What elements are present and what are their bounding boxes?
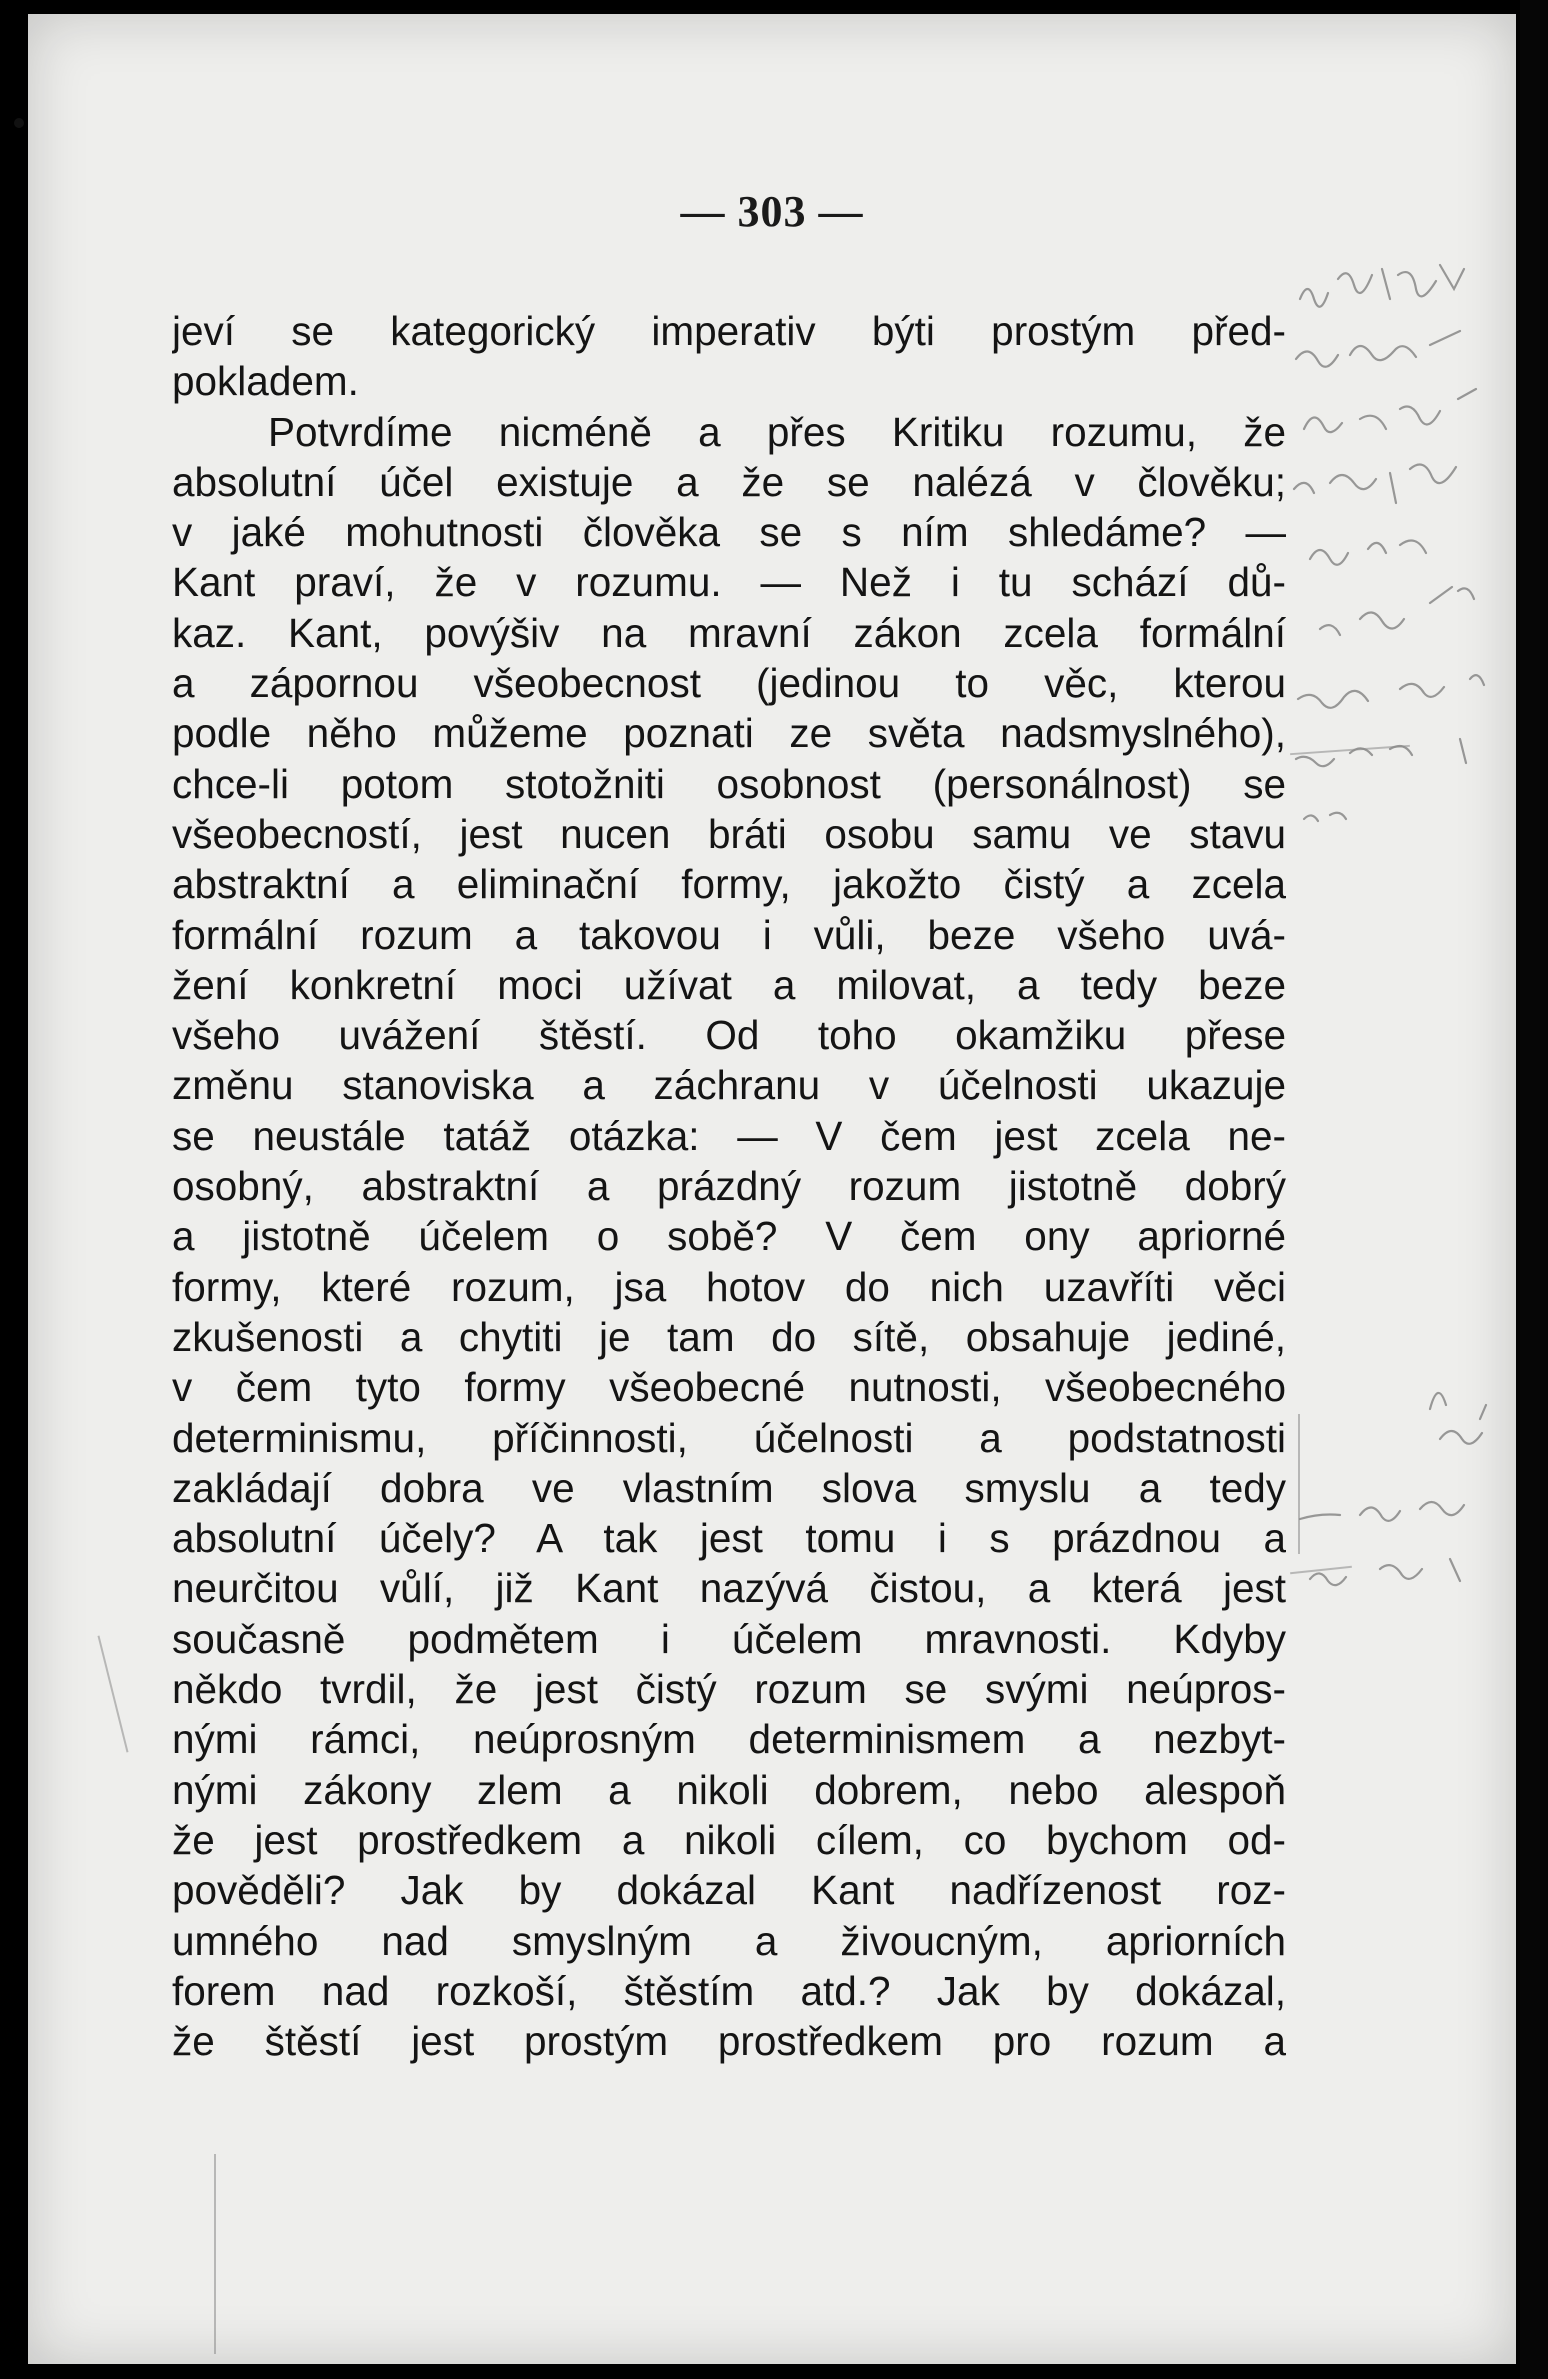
text-line: se neustále tatáž otázka: — V čem jest zcela ne- [172, 1112, 1286, 1159]
text-line: pověděli? Jak by dokázal Kant nadřízenost roz- [172, 1867, 1286, 1914]
text-line: kaz. Kant, povýšiv na mravní zákon zcela formální [172, 609, 1286, 656]
text-line: Potvrdíme nicméně a přes Kritiku rozumu, že [268, 408, 1286, 455]
text-line: neurčitou vůlí, již Kant nazývá čistou, a která jest [172, 1565, 1286, 1612]
text-line: absolutní účel existuje a že se nalézá v člověku; [172, 458, 1286, 505]
text-line: žení konkretní moci užívat a milovat, a tedy beze [172, 961, 1286, 1008]
text-line: a zápornou všeobecnost (jedinou to věc, kterou [172, 660, 1286, 707]
text-line: podle něho můžeme poznati ze světa nadsmyslného), [172, 710, 1286, 757]
text-line: že štěstí jest prostým prostředkem pro rozum a [172, 2018, 1286, 2065]
text-line: v jaké mohutnosti člověka se s ním shledáme? — [172, 509, 1286, 556]
text-line: nými zákony zlem a nikoli dobrem, nebo alespoň [172, 1766, 1286, 1813]
text-line: Kant praví, že v rozumu. — Než i tu schází dů- [172, 559, 1286, 606]
margin-pencil-stroke [214, 2154, 216, 2354]
text-line: osobný, abstraktní a prázdný rozum jistotně dobrý [172, 1163, 1286, 1210]
text-line: formální rozum a takovou i vůli, beze všeho uvá- [172, 911, 1286, 958]
text-line: a jistotně účelem o sobě? V čem ony apriorné [172, 1213, 1286, 1260]
text-line: jeví se kategorický imperativ býti prostým před- [172, 308, 1286, 354]
text-line: někdo tvrdil, že jest čistý rozum se svými neúpros- [172, 1666, 1286, 1713]
left-border [0, 0, 6, 2379]
text-line: zkušenosti a chytiti je tam do sítě, obsahuje jediné, [172, 1313, 1286, 1360]
book-page [28, 14, 1516, 2364]
body-text [172, 306, 1286, 2066]
margin-pencil-stroke [1298, 1414, 1300, 1554]
text-line: forem nad rozkoší, štěstím atd.? Jak by dokázal, [172, 1967, 1286, 2014]
text-line: pokladem. [172, 358, 359, 405]
text-line: že jest prostředkem a nikoli cílem, co bychom od- [172, 1816, 1286, 1863]
page-number: — 303 — [680, 187, 864, 236]
text-line: v čem tyto formy všeobecné nutnosti, všeobecného [172, 1364, 1286, 1411]
text-line: všeho uvážení štěstí. Od toho okamžiku přese [172, 1012, 1286, 1059]
pencil-marginalia [1290, 259, 1530, 1659]
text-line: zakládají dobra ve vlastním slova smyslu a tedy [172, 1464, 1286, 1511]
text-line: všeobecností, jest nucen bráti osobu samu ve stavu [172, 810, 1286, 857]
text-line: chce-li potom stotožniti osobnost (personálnost) se [172, 760, 1286, 807]
text-line: determinismu, příčinnosti, účelnosti a podstatnosti [172, 1414, 1286, 1461]
text-line: nými rámci, neúprosným determinismem a nezbyt- [172, 1716, 1286, 1763]
text-line: abstraktní a eliminační formy, jakožto čistý a zcela [172, 861, 1286, 908]
margin-pencil-stroke [98, 1636, 129, 1753]
left-margin-mark [14, 118, 24, 128]
text-line: absolutní účely? A tak jest tomu i s prázdnou a [172, 1515, 1286, 1562]
text-line: změnu stanoviska a záchranu v účelnosti ukazuje [172, 1062, 1286, 1109]
text-line: současně podmětem i účelem mravnosti. Kdyby [172, 1615, 1286, 1662]
text-line: umného nad smyslným a živoucným, apriorních [172, 1917, 1286, 1964]
text-line: formy, které rozum, jsa hotov do nich uzavříti věci [172, 1263, 1286, 1310]
